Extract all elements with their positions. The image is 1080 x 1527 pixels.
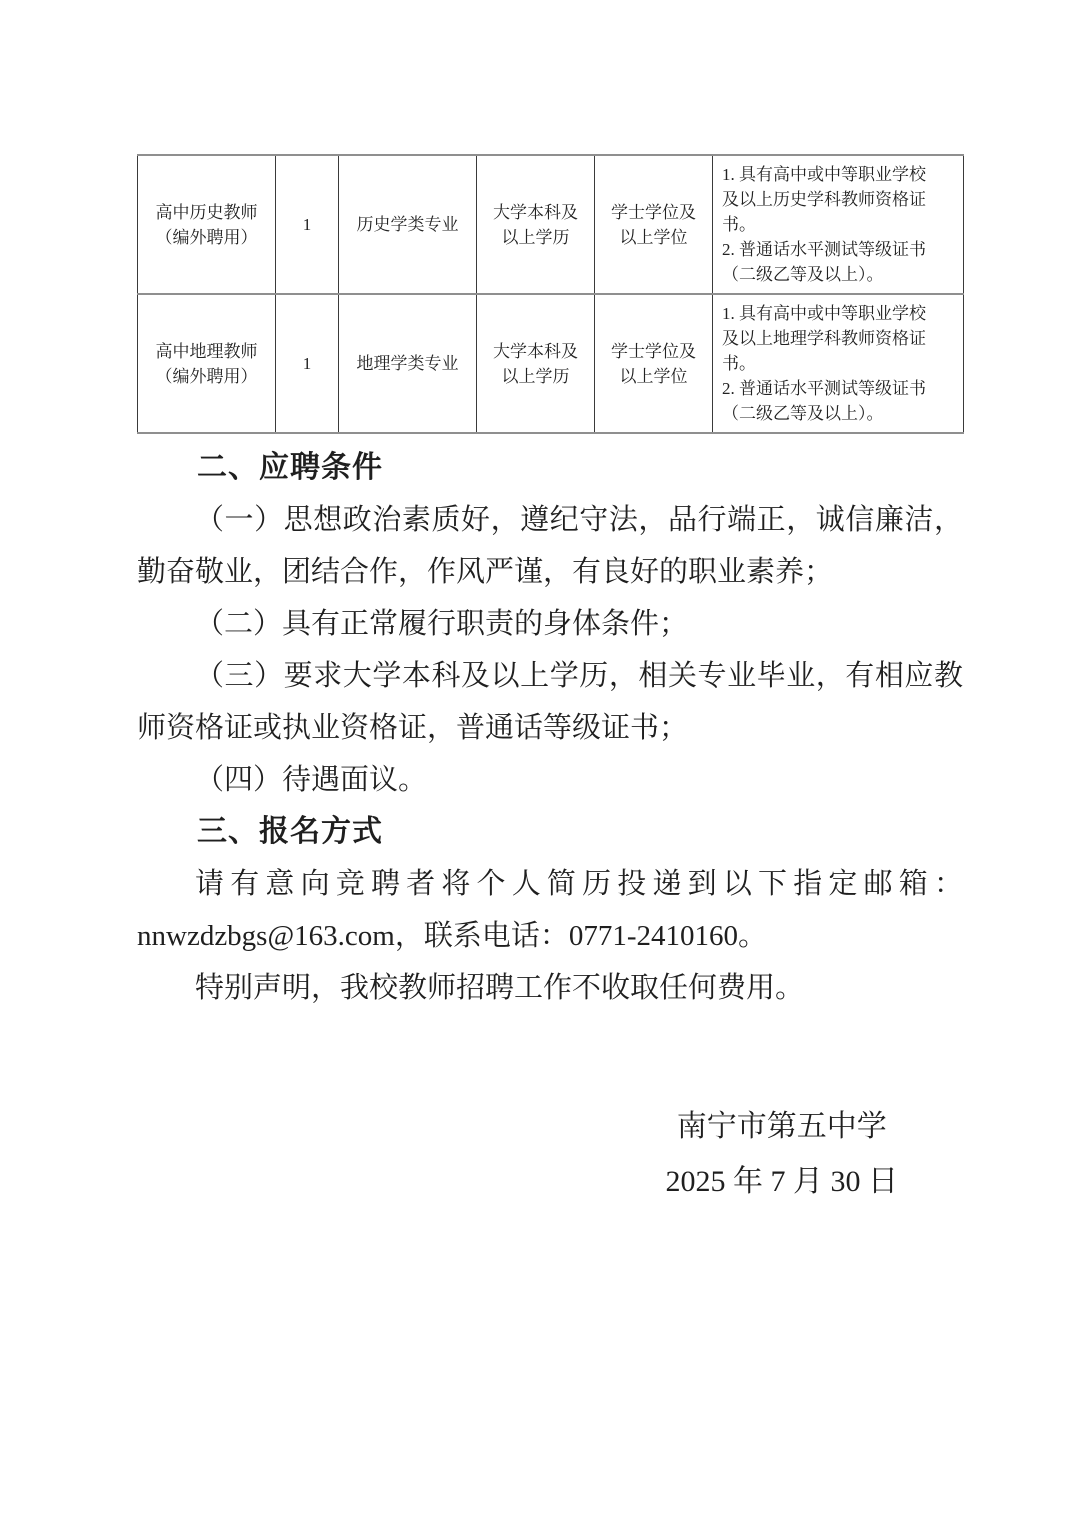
- degree-cell: [595, 294, 713, 433]
- requirements-cell: [713, 155, 964, 294]
- education-line: 以上学历: [501, 366, 570, 386]
- degree-line: 以上学位: [619, 366, 688, 386]
- section-heading-application: 三、报名方式: [197, 815, 383, 848]
- condition-1-line-2: 勤奋敬业，团结合作，作风严谨，有良好的职业素养；: [137, 556, 834, 588]
- position-line: 高中地理教师: [155, 341, 258, 361]
- count-cell: 1: [276, 155, 339, 294]
- table-row: [138, 294, 964, 433]
- signature-school-name: 南宁市第五中学: [676, 1110, 887, 1143]
- degree-cell: [595, 155, 713, 294]
- requirement-line: （二级乙等及以上）。: [722, 265, 884, 284]
- disclaimer-line: 特别声明，我校教师招聘工作不收取任何费用。: [195, 972, 805, 1004]
- requirement-line: 及以上地理学科教师资格证: [722, 329, 926, 348]
- section-heading-conditions: 二、应聘条件: [197, 451, 383, 484]
- count-cell: 1: [276, 294, 339, 433]
- position-line: （编外聘用）: [155, 227, 258, 247]
- requirement-line: （二级乙等及以上）。: [722, 404, 884, 423]
- condition-3-line-2: 师资格证或执业资格证，普通话等级证书；: [137, 712, 689, 744]
- condition-4: （四）待遇面议。: [195, 764, 428, 796]
- position-line: （编外聘用）: [155, 366, 258, 386]
- requirements-cell: [713, 294, 964, 433]
- position-line: 高中历史教师: [155, 202, 258, 222]
- positions-table: [137, 154, 964, 434]
- requirement-line: 1. 具有高中或中等职业学校: [722, 165, 926, 184]
- requirement-line: 书。: [722, 215, 756, 234]
- degree-line: 学士学位及: [611, 341, 696, 361]
- education-line: 大学本科及: [493, 341, 578, 361]
- education-line: 大学本科及: [493, 202, 578, 222]
- document-body: [137, 442, 963, 1014]
- condition-3-line-1: （三）要求大学本科及以上学历，相关专业毕业，有相应教: [195, 660, 963, 692]
- requirement-line: 1. 具有高中或中等职业学校: [722, 304, 926, 323]
- degree-line: 学士学位及: [611, 202, 696, 222]
- condition-2: （二）具有正常履行职责的身体条件；: [195, 608, 689, 640]
- position-cell: [138, 155, 276, 294]
- degree-line: 以上学位: [619, 227, 688, 247]
- requirement-line: 书。: [722, 354, 756, 373]
- education-cell: [477, 294, 595, 433]
- signature-date: 2025 年 7 月 30 日: [665, 1165, 898, 1198]
- application-instruction-line: 请有意向竞聘者将个人简历投递到以下指定邮箱：: [195, 868, 963, 900]
- requirement-line: 及以上历史学科教师资格证: [722, 190, 926, 209]
- position-cell: [138, 294, 276, 433]
- requirement-line: 2. 普通话水平测试等级证书: [722, 240, 926, 259]
- table-row: [138, 155, 964, 294]
- education-line: 以上学历: [501, 227, 570, 247]
- major-cell: 地理学类专业: [339, 294, 477, 433]
- requirement-line: 2. 普通话水平测试等级证书: [722, 379, 926, 398]
- signature-block: [666, 1099, 899, 1209]
- document-content: [137, 154, 963, 1209]
- contact-email-phone-line: nnwzdzbgs@163.com，联系电话：0771-2410160。: [137, 920, 768, 952]
- education-cell: [477, 155, 595, 294]
- condition-1-line-1: （一）思想政治素质好，遵纪守法，品行端正，诚信廉洁，: [195, 504, 963, 536]
- major-cell: 历史学类专业: [339, 155, 477, 294]
